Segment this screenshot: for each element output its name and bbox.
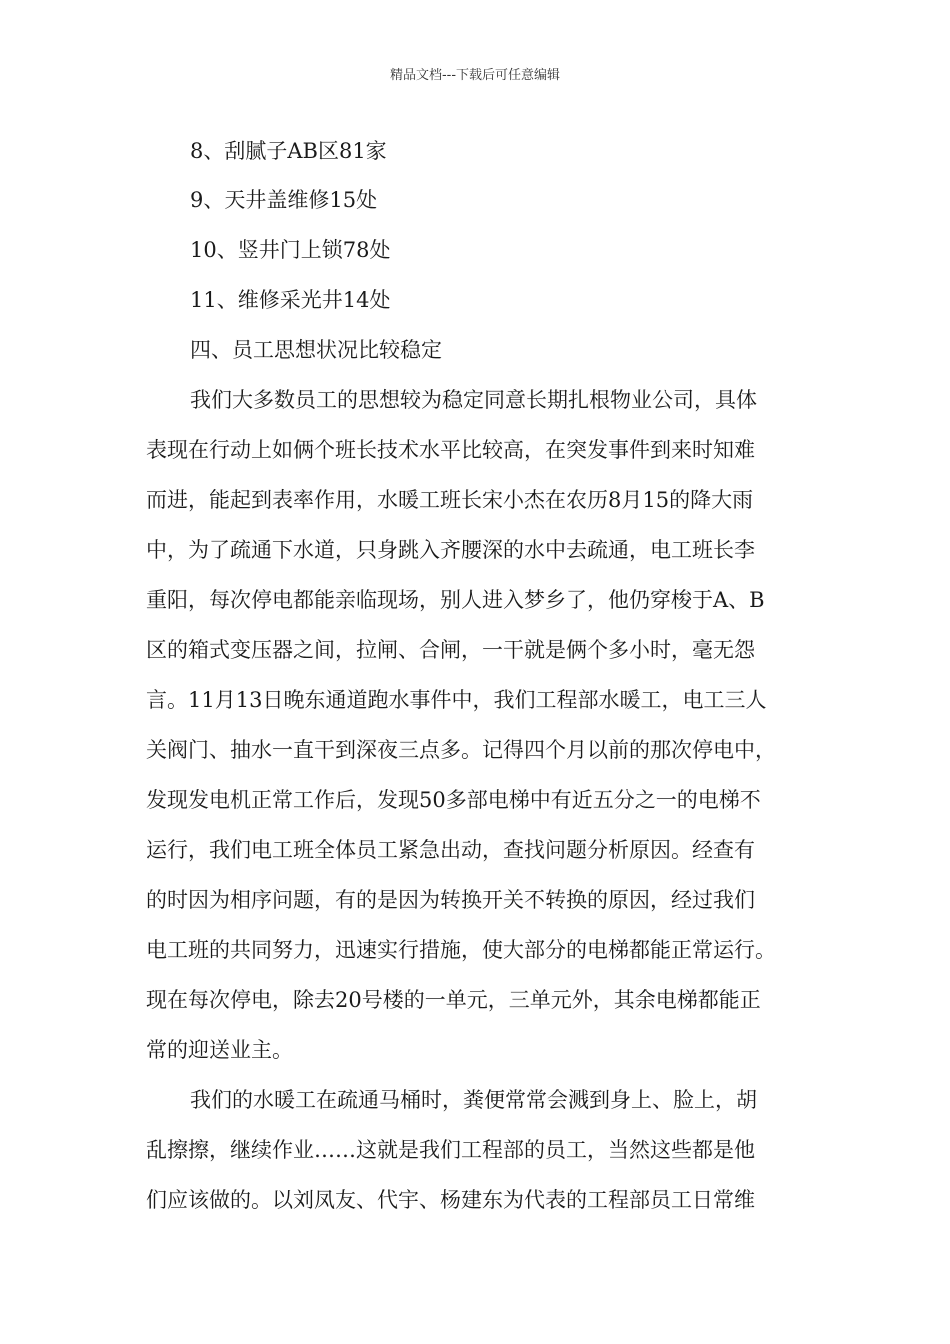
paragraph-line: 发现发电机正常工作后，发现50多部电梯中有近五分之一的电梯不 (146, 788, 761, 812)
paragraph-line: 言。11月13日晚东通道跑水事件中，我们工程部水暖工，电工三人 (146, 688, 767, 712)
paragraph-line: 我们大多数员工的思想较为稳定同意长期扎根物业公司，具体 (190, 388, 757, 412)
list-item: 11、维修采光井14处 (190, 288, 391, 312)
list-item: 8、刮腻子AB区81家 (190, 139, 387, 163)
paragraph-line: 现在每次停电，除去20号楼的一单元，三单元外，其余电梯都能正 (146, 988, 761, 1012)
paragraph-line: 关阀门、抽水一直干到深夜三点多。记得四个月以前的那次停电中， (146, 738, 776, 762)
paragraph-line: 表现在行动上如俩个班长技术水平比较高，在突发事件到来时知难 (146, 438, 755, 462)
paragraph-line: 区的箱式变压器之间，拉闸、合闸，一干就是俩个多小时，毫无怨 (146, 638, 755, 662)
list-item: 10、竖井门上锁78处 (190, 238, 391, 262)
paragraph-line: 而进，能起到表率作用，水暖工班长宋小杰在农历8月15的降大雨 (146, 488, 754, 512)
paragraph-line: 中，为了疏通下水道，只身跳入齐腰深的水中去疏通，电工班长李 (146, 538, 755, 562)
list-item: 9、天井盖维修15处 (190, 188, 378, 212)
paragraph-line: 我们的水暖工在疏通马桶时，粪便常常会溅到身上、脸上，胡 (190, 1088, 757, 1112)
paragraph-line: 们应该做的。以刘凤友、代宇、杨建东为代表的工程部员工日常维 (146, 1188, 755, 1212)
paragraph-line: 电工班的共同努力，迅速实行措施，使大部分的电梯都能正常运行。 (146, 938, 776, 962)
paragraph-line: 运行，我们电工班全体员工紧急出动，查找问题分析原因。经查有 (146, 838, 755, 862)
section-heading: 四、员工思想状况比较稳定 (190, 338, 442, 362)
page-header: 精品文档---下载后可任意编辑 (389, 68, 561, 83)
paragraph-line: 的时因为相序问题，有的是因为转换开关不转换的原因，经过我们 (146, 888, 755, 912)
paragraph-line: 乱擦擦，继续作业……这就是我们工程部的员工，当然这些都是他 (146, 1138, 755, 1162)
paragraph-line: 重阳，每次停电都能亲临现场，别人进入梦乡了，他仍穿梭于A、B (146, 588, 765, 612)
paragraph-line: 常的迎送业主。 (146, 1038, 293, 1062)
